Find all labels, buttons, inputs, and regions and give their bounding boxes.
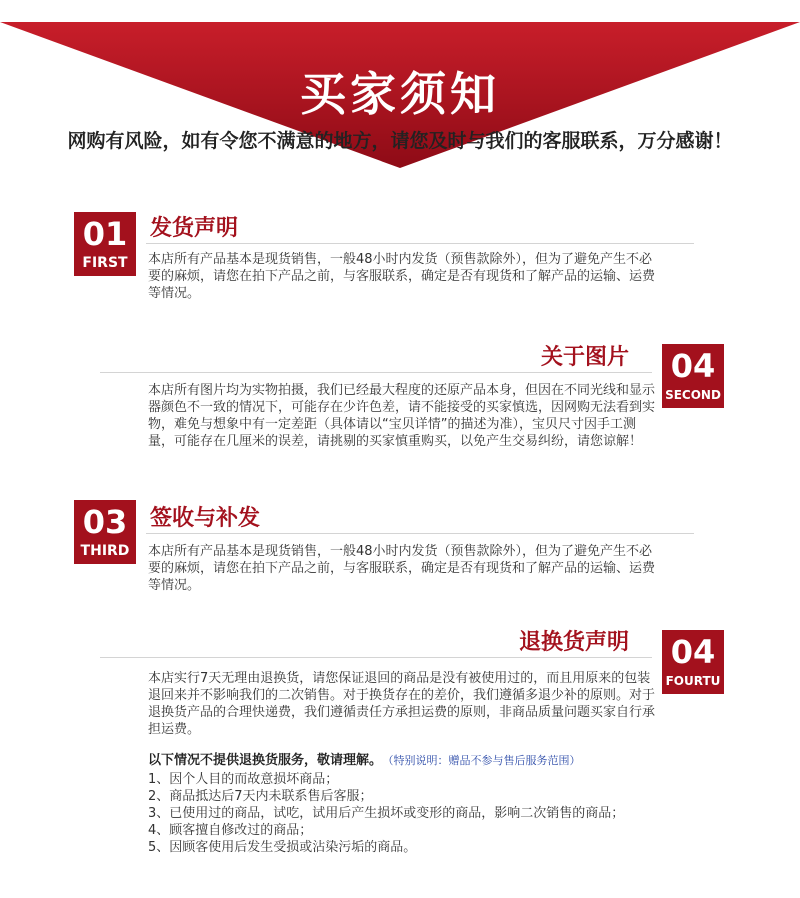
badge-number: 01 (82, 215, 128, 253)
badge-number: 04 (670, 633, 716, 671)
badge-number: 03 (82, 503, 128, 541)
exclusions-list (148, 771, 658, 856)
header-banner (0, 0, 800, 170)
section-divider (100, 657, 652, 658)
list-item: 3、已使用过的商品，试吃，试用后产生损坏或变形的商品，影响二次销售的商品； (148, 806, 625, 821)
page-subtitle: 网购有风险，如有令您不满意的地方，请您及时与我们的客服联系，万分感谢！ (67, 130, 733, 152)
list-item: 2、商品抵达后7天内未联系售后客服； (148, 789, 373, 804)
badge-word: FIRST (82, 255, 128, 271)
section-divider (146, 243, 694, 244)
badge-word: FOURTU (665, 674, 721, 688)
section-badge-third (74, 500, 136, 564)
section-title-receipt: 签收与补发 (150, 506, 261, 531)
section-divider (100, 372, 652, 373)
badge-word: THIRD (80, 543, 130, 559)
section-title-returns: 退换货声明 (519, 630, 630, 655)
list-item: 1、因个人目的而故意损坏商品； (148, 772, 339, 787)
list-item: 5、因顾客使用后发生受损或沾染污垢的商品。 (148, 840, 417, 855)
badge-number: 04 (670, 347, 716, 385)
section-badge-fourth (662, 630, 724, 694)
section-text-receipt: 本店所有产品基本是现货销售，一般48小时内发货（预售款除外），但为了避免产生不必要的麻烦，请您在拍下产品之前，与客服联系，确定是否有现货和了解产品的运输、运费等情况。 (148, 544, 656, 593)
return-exclusions-heading (148, 752, 581, 769)
section-badge-second (662, 344, 724, 408)
page-title: 买家须知 (300, 67, 500, 121)
section-text-shipping: 本店所有产品基本是现货销售，一般48小时内发货（预售款除外），但为了避免产生不必要的麻烦，请您在拍下产品之前，与客服联系，确定是否有现货和了解产品的运输、运费等情况。 (148, 252, 656, 301)
section-divider (146, 533, 694, 534)
section-title-images: 关于图片 (541, 345, 630, 370)
badge-word: SECOND (665, 388, 721, 402)
notice-heading: 以下情况不提供退换货服务，敬请理解。 (148, 753, 383, 768)
notice-note: （特别说明：赠品不参与售后服务范围） (388, 754, 581, 767)
section-badge-first (74, 212, 136, 276)
list-item: 4、顾客擅自修改过的商品； (148, 823, 313, 838)
section-text-images: 本店所有图片均为实物拍摄，我们已经最大程度的还原产品本身，但因在不同光线和显示器颜色不一致的情况下，可能存在少许色差，请不能接受的买家慎选，因网购无法看到实物，难免与想象中有一定差距（具体请以“宝贝详情”的描述为准），宝贝尺寸因手工测量，可能存在几厘米的误差，请挑剔的买家慎重购买，以免产生交易纠纷，请您谅解！ (148, 383, 656, 449)
section-text-returns: 本店实行7天无理由退换货，请您保证退回的商品是没有被使用过的，而且用原来的包装退回来并不影响我们的二次销售。对于换货存在的差价，我们遵循多退少补的原则。对于退换货产品的合理快递费，我们遵循责任方承担运费的原则，非商品质量问题买家自行承担运费。 (148, 671, 656, 737)
section-title-shipping: 发货声明 (150, 216, 239, 241)
